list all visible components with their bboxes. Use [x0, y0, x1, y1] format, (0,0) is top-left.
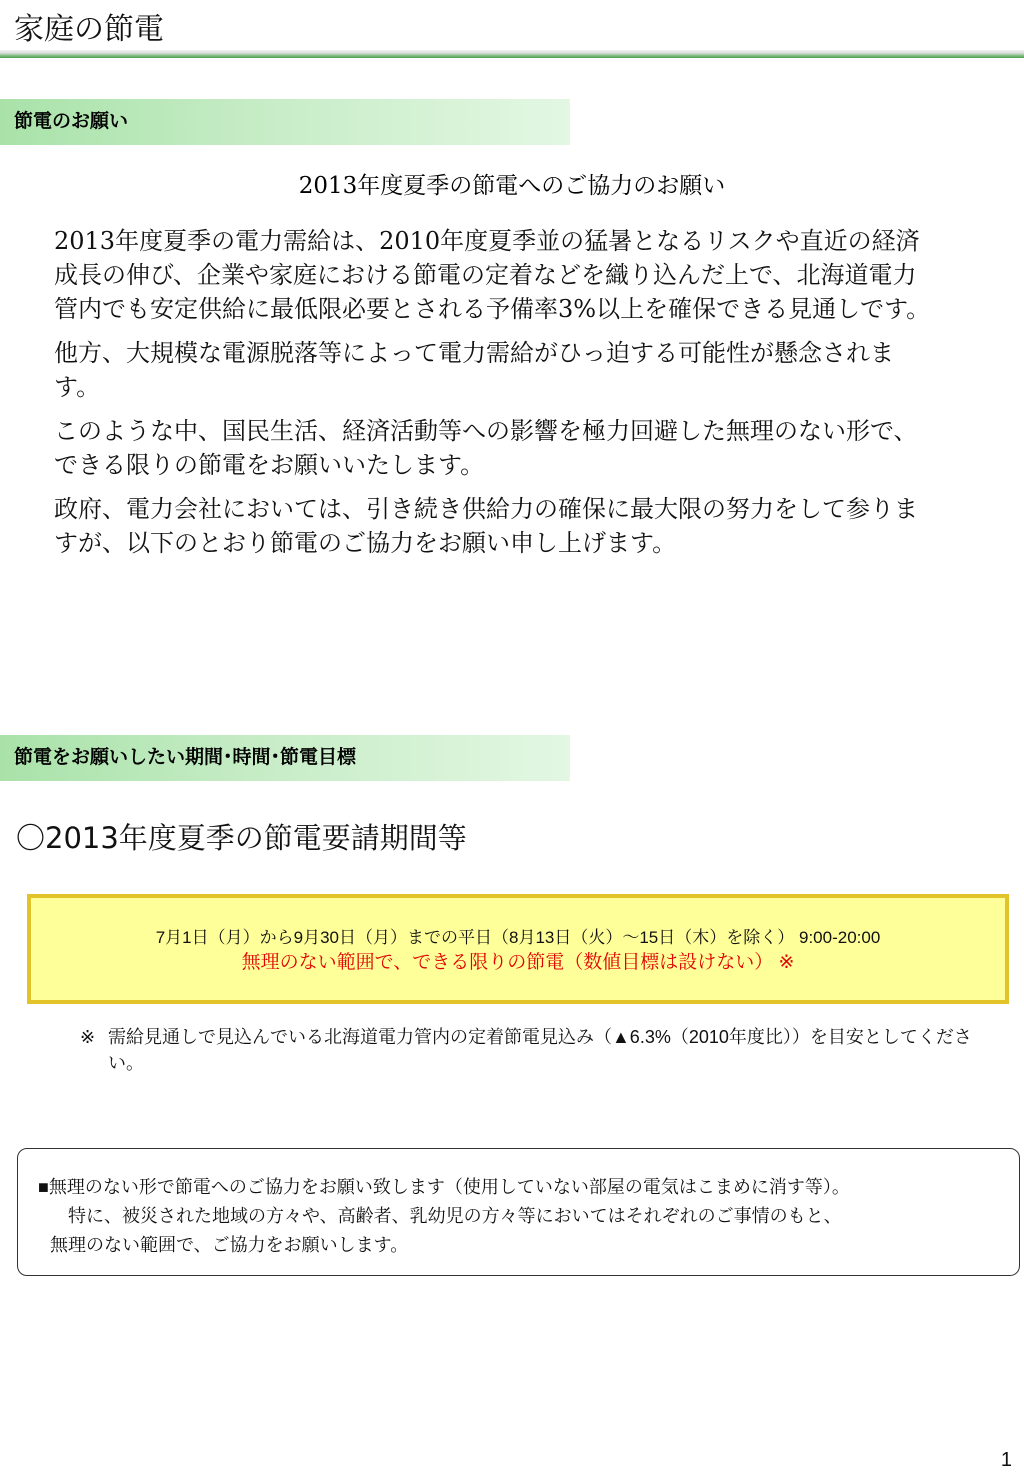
paragraph-concern: 他方、大規模な電源脱落等によって電力需給がひっ迫する可能性が懸念されます。 [54, 339, 894, 401]
section-header-label: 節電のお願い [14, 111, 129, 132]
request-heading: 2013年度夏季の節電へのご協力のお願い [298, 173, 726, 199]
section-header-request [0, 99, 570, 145]
notice-line-2: 特に、被災された地域の方々や、高齢者、乳幼児の方々等においてはそれぞれのご事情のもと、 [68, 1206, 842, 1226]
title-divider [0, 50, 1024, 58]
reference-mark: ※ [80, 1027, 96, 1047]
notice-line-1: ■無理のない形で節電へのご協力をお願い致します（使用していない部屋の電気はこまめに消す等）。 [38, 1177, 850, 1197]
footnote [80, 1024, 1000, 1076]
notice-box [17, 1148, 1020, 1276]
paragraph-request: このような中、国民生活、経済活動等への影響を極力回避した無理のない形で、できる限りの節電をお願いいたします。 [54, 417, 918, 479]
period-heading: 〇2013年度夏季の節電要請期間等 [16, 821, 467, 855]
footnote-text: 需給見通しで見込んでいる北海道電力管内の定着節電見込み（▲6.3%（2010年度比））を目安としてください。 [108, 1027, 972, 1073]
page-title: 家庭の節電 [14, 12, 164, 47]
paragraph-cooperation: 政府、電力会社においては、引き続き供給力の確保に最大限の努力をして参りますが、以下のとおり節電のご協力をお願い申し上げます。 [54, 495, 918, 557]
request-body [54, 224, 934, 570]
notice-line-3: 無理のない範囲で、ご協力をお願いします。 [50, 1235, 409, 1255]
section-header-label: 節電をお願いしたい期間･時間･節電目標 [14, 747, 357, 768]
section-header-period [0, 735, 570, 781]
paragraph-supply-outlook: 2013年度夏季の電力需給は、2010年度夏季並の猛暑となるリスクや直近の経済成長の伸び、企業や家庭における節電の定着などを織り込んだ上で、北海道電力管内でも安定供給に最低限必要とされる予備率3%以上を確保できる見通しです。 [54, 227, 931, 323]
page-number: 1 [1000, 1449, 1012, 1471]
period-dates: 7月1日（月）から9月30日（月）までの平日（8月13日（火）～15日（木）を除く） 9:00-20:00 [155, 928, 881, 947]
saving-target: 無理のない範囲で、できる限りの節電（数値目標は設けない） ※ [241, 952, 795, 973]
period-box [27, 894, 1009, 1004]
